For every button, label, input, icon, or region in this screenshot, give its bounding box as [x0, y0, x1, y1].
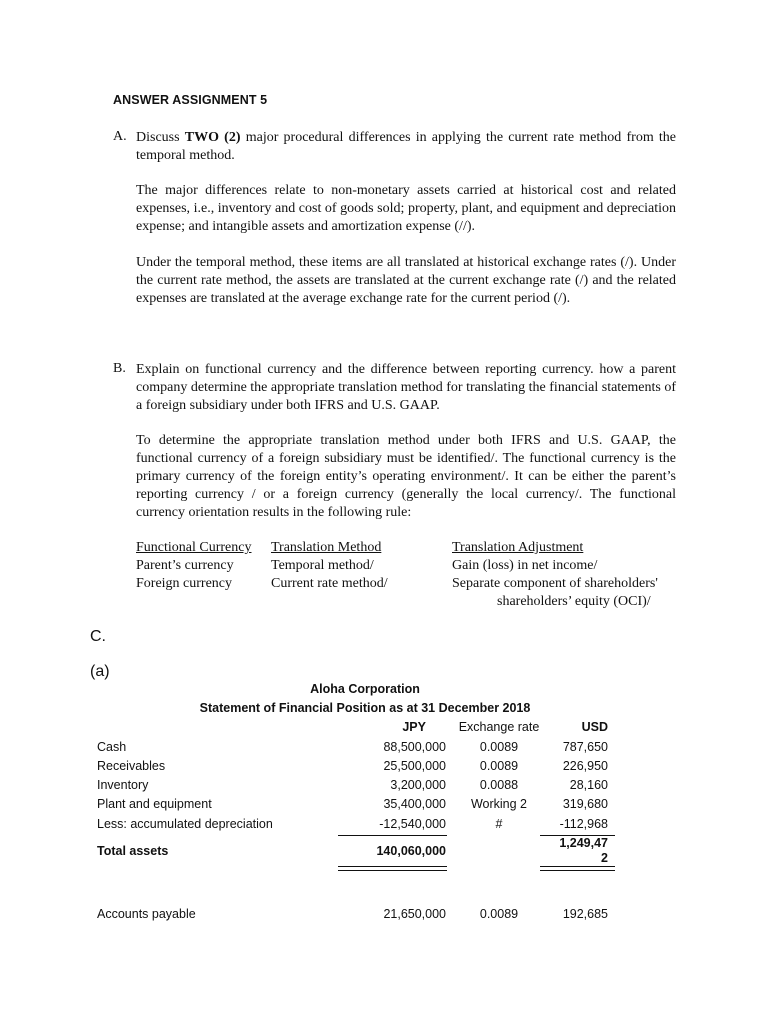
- section-a-answer-paragraph-1: The major differences relate to non-monetary assets carried at historical cost and related expenses, i.e., inventory and cost of goods sold; property, plant, and equipment and depreciation expense; and intangible assets and amortization expense (//).: [136, 183, 676, 234]
- rule-cell: Temporal method/: [271, 558, 374, 573]
- total-assets-usd: [530, 836, 608, 866]
- row-usd: 226,950: [562, 759, 608, 773]
- section-a-marker: A.: [113, 129, 127, 144]
- section-b-question: Explain on functional currency and the difference between reporting currency. how a parent company determine the appropriate translation method for translating the financial statements of a foreign subsidiary under both IFRS and U.S. GAAP.: [136, 362, 676, 413]
- statement-title: Statement of Financial Position as at 31 December 2018: [199, 701, 531, 715]
- rule-header-translation-method: Translation Method: [271, 540, 382, 555]
- payable-jpy: 21,650,000: [383, 907, 446, 921]
- total-assets-label: Total assets: [97, 844, 169, 858]
- payable-usd: 192,685: [562, 907, 608, 921]
- rule-header-translation-adjustment: Translation Adjustment: [452, 540, 584, 555]
- rule-cell: Current rate method/: [271, 576, 388, 591]
- rule-cell: Foreign currency: [136, 576, 233, 591]
- row-jpy: 25,500,000: [383, 759, 446, 773]
- section-b-marker: B.: [113, 361, 126, 376]
- row-usd: 28,160: [569, 778, 608, 792]
- row-usd: 787,650: [562, 740, 608, 754]
- total-double-rule-usd: [540, 866, 615, 871]
- total-double-rule-jpy: [338, 866, 447, 871]
- row-label-inventory: Inventory: [97, 778, 149, 792]
- question-a-prefix: Discuss: [136, 130, 185, 145]
- rule-cell: Parent’s currency: [136, 558, 234, 573]
- section-c-marker: C.: [90, 628, 106, 645]
- row-rate: 0.0088: [479, 778, 519, 792]
- row-usd: -112,968: [559, 817, 608, 831]
- section-a-question: [136, 129, 676, 165]
- section-c-sub-a: (a): [90, 663, 110, 680]
- row-usd: 319,680: [562, 797, 608, 811]
- rule-cell: Gain (loss) in net income/: [452, 558, 598, 573]
- row-jpy: 35,400,000: [383, 797, 446, 811]
- column-header-exchange-rate: Exchange rate: [458, 720, 540, 734]
- row-jpy: 3,200,000: [390, 778, 446, 792]
- payable-rate: 0.0089: [479, 907, 519, 921]
- total-assets-jpy: 140,060,000: [376, 844, 446, 858]
- row-jpy: -12,540,000: [379, 817, 446, 831]
- rule-cell-continuation: shareholders’ equity (OCI)/: [497, 594, 651, 609]
- row-rate: 0.0089: [479, 740, 519, 754]
- page-heading: ANSWER ASSIGNMENT 5: [113, 93, 268, 107]
- column-header-usd: USD: [581, 720, 608, 734]
- total-usd-line-1: 1,249,47: [559, 836, 608, 850]
- row-rate: 0.0089: [479, 759, 519, 773]
- question-a-emphasis: TWO (2): [184, 130, 241, 145]
- column-header-jpy: JPY: [402, 720, 426, 734]
- row-label-plant-equipment: Plant and equipment: [97, 797, 212, 811]
- row-label-receivables: Receivables: [97, 759, 166, 773]
- question-a-suffix: major procedural differences in applying the current rate method from the temporal method.: [136, 130, 676, 163]
- row-jpy: 88,500,000: [383, 740, 446, 754]
- row-label-accounts-payable: Accounts payable: [97, 907, 196, 921]
- row-label-cash: Cash: [97, 740, 127, 754]
- rule-header-functional-currency: Functional Currency: [136, 540, 252, 555]
- section-b-answer-paragraph: To determine the appropriate translation method under both IFRS and U.S. GAAP, the functional currency of a foreign subsidiary must be identified/. The functional currency is the primary currency of the foreign entity’s operating environment/. It can be either the parent’s reporting currency / or a foreign currency (generally the local currency/. The functional currency orientation results in the following rule:: [136, 433, 676, 520]
- section-a-answer-paragraph-2: Under the temporal method, these items are all translated at historical exchange rates (/). Under the current rate method, the assets are translated at the current exchange rate (/) and the related expenses are translated at the average exchange rate for the current period (/).: [136, 255, 676, 306]
- rule-cell: Separate component of shareholders': [452, 576, 658, 591]
- statement-company: Aloha Corporation: [310, 682, 420, 696]
- row-rate: #: [495, 817, 503, 831]
- subtotal-rule-jpy: [338, 835, 447, 836]
- row-rate: Working 2: [470, 797, 528, 811]
- row-label-accumulated-depreciation: Less: accumulated depreciation: [97, 817, 273, 831]
- total-usd-line-2: 2: [601, 851, 608, 865]
